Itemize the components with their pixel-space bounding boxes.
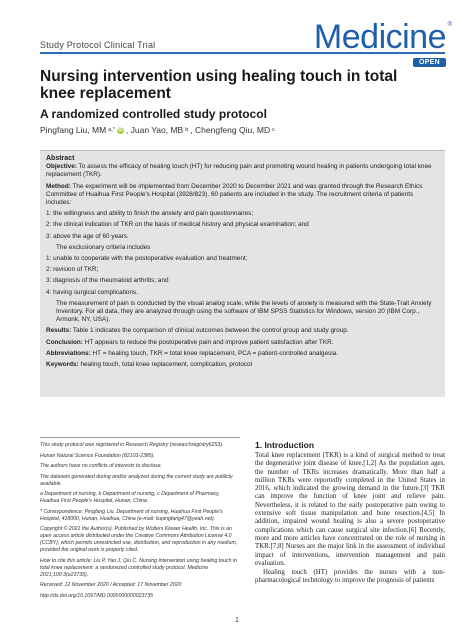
introduction-paragraph: Healing touch (HT) provides the nurses with a non-pharmacological technology to improve the prognosis of patients	[255, 569, 445, 585]
footnote: The datasets generated during and/or analyzed during the current study are publicly available.	[40, 473, 233, 487]
abstract-results	[46, 327, 439, 335]
results-label: Results:	[46, 327, 72, 335]
conclusion-label: Conclusion:	[46, 338, 83, 346]
introduction-body	[255, 452, 445, 587]
footnote: The authors have no conflicts of interests to disclose.	[40, 463, 162, 469]
footnote: a Department of nursing, b Department of nursing, c Department of Pharmacy, Huaihua First People's Hospital, Hunan, China.	[40, 491, 220, 504]
method-label: Method:	[46, 182, 71, 190]
exclusion-item: 2: revision of TKR;	[46, 266, 99, 274]
author-name[interactable]: Pingfang Liu, MM	[40, 125, 107, 135]
footnote-divider	[40, 437, 240, 438]
author-list	[40, 125, 275, 135]
author-affiliation: c	[272, 127, 275, 133]
introduction-heading: 1. Introduction	[255, 440, 315, 450]
article-subtitle: A randomized controlled study protocol	[40, 107, 267, 121]
exclusion-item: 1: unable to cooperate with the postoperative evaluation and treatment;	[46, 255, 248, 263]
section-label: Study Protocol Clinical Trial	[40, 40, 156, 50]
keywords-label: Keywords:	[46, 361, 79, 369]
registered-mark: ®	[447, 22, 452, 28]
author-name[interactable]: , Juan Yao, MB	[125, 125, 184, 135]
footnote: Hunan Natural Science Foundation (82103-2385).	[40, 452, 155, 459]
open-access-badge: OPEN	[413, 58, 446, 67]
conclusion-text: HT appears to reduce the postoperative pain and improve patient satisfaction after TKR.	[84, 338, 334, 346]
abstract-abbreviations	[46, 350, 439, 358]
objective-text: To assess the efficacy of healing touch (HT) for reducing pain and promoting wound healing in patients undergoing total knee replacement (TKR).	[46, 163, 432, 179]
abstract-heading: Abstract	[46, 155, 75, 162]
inclusion-item: 3: above the age of 60 years.	[46, 232, 129, 240]
abstract-objective	[46, 163, 439, 179]
abstract-keywords	[46, 361, 439, 369]
objective-label: Objective:	[46, 163, 77, 171]
abstract-measurement: The measurement of pain is conducted by the visual analog scale, while the levels of anxiety is measured with the State-Trait Anxiety Inventory. For all data, they are analyzed through using the software of IBM SPSS Statistics for Windows, version 20 (IBM Corp., Armonk, NY, USA).	[56, 299, 432, 324]
abstract-conclusion	[46, 339, 439, 347]
results-text: Table 1 indicates the comparison of clinical outcomes between the control group and study group.	[72, 327, 349, 335]
footnote: * Correspondence: Pingfang Liu, Department of nursing, Huaihua First People's Hospital, 418000, Hunan, Huaihua, China (e-mail: liupingfang47@yeah.net).	[40, 508, 223, 522]
page-number: 1	[235, 617, 239, 624]
exclusion-item: 3: diagnosis of the rheumatoid arthritis; and	[46, 277, 169, 285]
exclusion-intro: The exclusionary criteria includes	[56, 243, 151, 251]
author-affiliation: a,*	[108, 127, 115, 133]
method-text: The experiment will be implemented from December 2020 to December 2021 and was granted through the Research Ethics Committee of Huaihua First People's Hospital (3928/823). 60 patients are included in the study. The recruitment criteria of patients includes:	[46, 182, 423, 207]
abstract-box	[40, 150, 445, 397]
footnote: This study protocol was registered in Research Registry (researchregistry6253).	[40, 442, 224, 448]
orcid-icon[interactable]: iD	[117, 126, 123, 133]
footnote: How to cite this article: Liu P, Yao J, Qiu C. Nursing intervention using healing touch in total knee replacement: a randomized controlled study protocol. Medicine 2021;100:3(e23735).	[40, 557, 237, 578]
abstract-method	[46, 183, 439, 208]
inclusion-item: 2: the clinical indication of TKR on the basis of medical history and physical examination; and	[46, 221, 309, 229]
abbreviations-text: HT = healing touch, TKR = total knee replacement, PCA = patient-controlled analgesia.	[92, 349, 338, 357]
author-affiliation: b	[185, 127, 189, 133]
doi-link[interactable]: http://dx.doi.org/10.1097/MD.0000000000023735	[40, 592, 154, 599]
abbreviations-label: Abbreviations:	[46, 349, 91, 357]
keywords-text: healing touch, total knee replacement, complication, protocol	[80, 361, 253, 369]
footnotes	[40, 442, 240, 603]
journal-logo[interactable]: Medicine	[313, 18, 446, 56]
footnote: Received: 12 November 2020 / Accepted: 17 November 2020	[40, 582, 182, 588]
inclusion-item: 1: the willingness and ability to finish the anxiety and pain questionnaires;	[46, 210, 254, 218]
author-name[interactable]: , Chengfeng Qiu, MD	[190, 125, 271, 135]
exclusion-item: 4: having surgical complications.	[46, 288, 138, 296]
introduction-paragraph: Total knee replacement (TKR) is a kind of surgical method to treat the degenerative joint disease of knee.[1,2] As the population ages, the number of TKRs increases dramatically. More than half a million TKRs were reportedly completed in the United States in 2016, which indicated the growing demand in the future.[3] TKR can improve the function of knee joint and relieve pain. Nevertheless, it is related to the early postoperative pain owing to extensive soft tissue manipulation and bone resection.[4,5] In addition, impaired wound healing is also a severe postoperative complications which can cause surgical site infection.[6] Recently, more and more articles have concentrated on the role of nursing in TKR.[7,8] Nurses are the major link in the assessment of individual impact of interventions, intervention management and pain evaluation.	[255, 452, 445, 567]
article-title: Nursing intervention using healing touch in total knee replacement	[40, 68, 398, 102]
footnote: Copyright © 2021 the Author(s). Published by Wolters Kluwer Health, Inc. This is an open access article distributed under the Creative Commons Attribution License 4.0 (CCBY), which permits unrestricted use, distribution, and reproduction in any medium, provided the original work is properly cited.	[40, 526, 238, 553]
